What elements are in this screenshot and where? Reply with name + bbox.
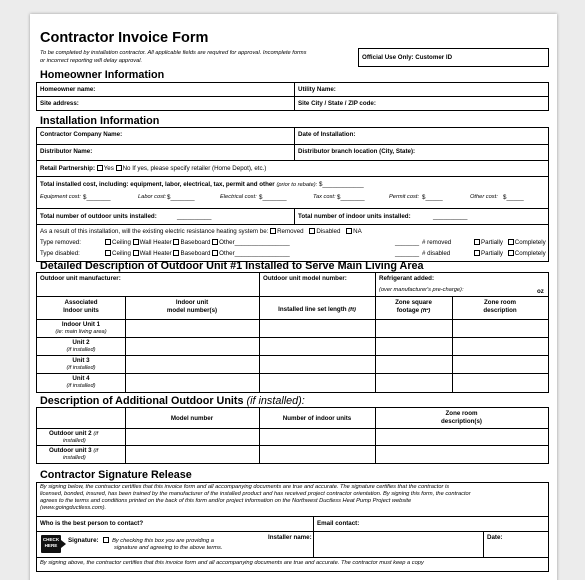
intro-line-1: To be completed by installation contractor. All applicable fields are required for approval. Incomplete forms — [40, 50, 307, 56]
official-use-box[interactable] — [358, 48, 549, 67]
row-label: Unit 4 — [72, 375, 90, 382]
prior-rebate-note: (prior to rebate): — [276, 182, 318, 188]
other-cost-input[interactable]: $_____ — [503, 194, 524, 201]
option-label: Baseboard — [180, 250, 211, 257]
release-text-2: licensed, bonded, insured, has been trained by the manufacturer of the installed product and has received project contractor orientation. By signing this form, the contractor — [40, 491, 471, 497]
total-indoor-input[interactable]: __________ — [433, 213, 468, 220]
installation-table — [36, 127, 549, 262]
header-line: description — [483, 306, 517, 314]
disabled-baseboard-checkbox[interactable] — [173, 250, 179, 256]
col-indoor-model-header — [125, 299, 259, 314]
permit-cost-input[interactable]: $_____ — [422, 194, 443, 201]
col-zone-square-header — [375, 299, 452, 315]
disabled-ceiling-checkbox[interactable] — [105, 250, 111, 256]
site-city-field[interactable]: Site City / State / ZIP code: — [298, 100, 376, 107]
row-label: Unit 3 — [72, 357, 90, 364]
labor-cost-input[interactable]: $_______ — [167, 194, 195, 201]
homeowner-table — [36, 82, 549, 111]
retail-yes-label: Yes — [103, 165, 114, 172]
row-note: (if installed) — [66, 382, 96, 389]
removed-checkbox[interactable] — [270, 228, 276, 234]
outdoor-unit-1-table — [36, 272, 549, 393]
option-label: Wall Heater — [139, 239, 172, 246]
col-associated-header — [37, 299, 125, 314]
option-label: Ceiling — [112, 250, 131, 257]
na-label: NA — [353, 228, 362, 235]
total-indoor-label: Total number of indoor units installed: — [298, 213, 411, 220]
disabled-other-input[interactable]: ________________ — [234, 250, 290, 257]
disabled-wall-heater-checkbox[interactable] — [133, 250, 139, 256]
check-here-icon[interactable] — [41, 535, 61, 553]
equipment-cost-input[interactable]: $_______ — [83, 194, 111, 201]
distributor-name-field[interactable]: Distributor Name: — [40, 148, 93, 155]
outdoor-model-field[interactable]: Outdoor unit model number: — [263, 275, 347, 282]
other-cost-label: Other cost: — [470, 194, 498, 200]
row-label: Outdoor unit 2 — [49, 430, 92, 437]
col-line-set-header — [259, 306, 375, 314]
total-outdoor-input[interactable]: __________ — [177, 213, 212, 220]
bottom-note: By signing above, the contractor certifies that this invoice form and all accompanying documents are true and accurate. The contractor must keep a copy — [40, 560, 424, 566]
disabled-completely-checkbox[interactable] — [508, 250, 514, 256]
option-label: Other — [219, 239, 235, 246]
retail-no-label: No — [122, 165, 131, 172]
header-line: footage — [396, 306, 420, 314]
disabled-extent — [474, 250, 546, 258]
removed-wall-heater-checkbox[interactable] — [133, 239, 139, 245]
row-note: installed) — [63, 438, 86, 444]
row-note: (if installed) — [66, 346, 96, 353]
signature-date-field[interactable]: Date: — [487, 534, 503, 541]
signature-table — [36, 482, 549, 572]
removed-other-checkbox[interactable] — [212, 239, 218, 245]
header-line: Associated — [64, 299, 98, 306]
form-title: Contractor Invoice Form — [40, 30, 209, 46]
retail-note: If yes, please specify retailer (Home Depot), etc.) — [132, 165, 267, 172]
installation-heading: Installation Information — [40, 115, 160, 127]
signature-heading: Contractor Signature Release — [40, 469, 192, 481]
header-line: Zone room — [445, 410, 478, 417]
header-line: Installed line set length — [278, 306, 347, 313]
table-row — [49, 447, 98, 462]
total-cost-label: Total installed cost, including: equipment, labor, electrical, tax, permit and other — [40, 181, 275, 188]
table-row — [49, 430, 98, 445]
homeowner-heading: Homeowner Information — [40, 69, 165, 81]
removed-extent — [474, 239, 546, 247]
disabled-other-checkbox[interactable] — [212, 250, 218, 256]
oz-label: oz — [537, 288, 544, 295]
retail-label: Retail Partnership: — [40, 165, 96, 172]
total-cost-input[interactable]: $____________ — [318, 181, 364, 188]
electrical-cost-label: Electrical cost: — [220, 194, 257, 200]
type-disabled-options — [105, 250, 290, 258]
permit-cost-label: Permit cost: — [389, 194, 420, 200]
row-label: Outdoor unit 3 — [49, 447, 92, 454]
option-label: Completely — [514, 239, 546, 246]
outdoor-manufacturer-field[interactable]: Outdoor unit manufacturer: — [40, 275, 121, 282]
disabled-checkbox[interactable] — [309, 228, 315, 234]
additional-units-table — [36, 407, 549, 464]
table-row — [37, 375, 125, 390]
option-label: Ceiling — [112, 239, 131, 246]
release-text-1: By signing below, the contractor certifies that this invoice form and all accompanying documents are true and accurate. The signature certifies that the contractor is — [40, 484, 450, 490]
total-cost-row — [40, 181, 364, 189]
num-disabled-label: # disabled — [422, 250, 451, 257]
option-label: Baseboard — [180, 239, 211, 246]
outdoor-unit-1-heading: Detailed Description of Outdoor Unit #1 Installed to Serve Main Living Area — [40, 260, 424, 272]
check-here-text: HERE — [44, 542, 58, 548]
row-note: installed) — [63, 455, 86, 461]
total-outdoor-label: Total number of outdoor units installed: — [40, 213, 157, 220]
row-label: Unit 2 — [72, 339, 90, 346]
header-line: Zone room — [484, 299, 516, 306]
labor-cost-label: Labor cost: — [138, 194, 167, 200]
signature-note: By checking this box you are providing a — [112, 538, 214, 544]
header-line: model number(s) — [166, 306, 218, 314]
table-row — [37, 321, 125, 336]
option-label: Partially — [481, 239, 504, 246]
removed-baseboard-checkbox[interactable] — [173, 239, 179, 245]
col-indoor-count-header: Number of indoor units — [282, 415, 352, 422]
header-line: Indoor units — [63, 306, 99, 314]
row-note: (if installed) — [66, 364, 96, 371]
heading-text: Description of Additional Outdoor Units — [40, 395, 244, 407]
official-use-label: Official Use Only: Customer ID — [362, 54, 453, 61]
invoice-form-page — [30, 14, 557, 580]
col-model-header: Model number — [170, 415, 214, 422]
option-label: Wall Heater — [139, 250, 172, 257]
electrical-cost-input[interactable]: $_______ — [259, 194, 287, 201]
header-unit: (ft) — [348, 307, 356, 313]
header-line: Zone square — [395, 299, 432, 306]
additional-units-heading — [40, 395, 305, 407]
tax-cost-input[interactable]: $_______ — [337, 194, 365, 201]
type-disabled-label: Type disabled: — [40, 250, 80, 257]
refrigerant-field[interactable]: Refrigerant added: — [379, 275, 435, 282]
row-label: Indoor Unit 1 — [61, 321, 101, 328]
homeowner-name-field[interactable]: Homeowner name: — [40, 86, 96, 93]
retail-no-checkbox[interactable] — [116, 165, 122, 171]
site-address-field[interactable]: Site address: — [40, 100, 79, 107]
removed-other-input[interactable]: ________________ — [234, 239, 290, 246]
col-zone-header — [375, 410, 548, 425]
num-removed-label: # removed — [422, 239, 452, 246]
release-text-4: (www.goingductless.com). — [40, 505, 107, 511]
type-removed-options — [105, 239, 290, 247]
header-unit: (ft²) — [420, 307, 431, 314]
removed-label: Removed — [277, 228, 304, 235]
installer-name-field[interactable]: Installer name: — [268, 534, 312, 541]
signature-label: Signature: — [68, 537, 99, 544]
row-note: (if — [93, 448, 99, 454]
utility-name-field[interactable]: Utility Name: — [298, 86, 336, 93]
equipment-cost-label: Equipment cost: — [40, 194, 81, 200]
signature-checkbox-row — [68, 537, 214, 545]
disabled-label: Disabled — [316, 228, 341, 235]
type-removed-label: Type removed: — [40, 239, 81, 246]
signature-note-2: signature and agreeing to the above terms. — [114, 545, 223, 551]
removed-ceiling-checkbox[interactable] — [105, 239, 111, 245]
tax-cost-label: Tax cost: — [313, 194, 336, 200]
table-row — [37, 339, 125, 354]
num-removed-input[interactable]: _______ — [395, 239, 420, 246]
retail-partnership-row — [40, 165, 266, 173]
heading-note: (if installed): — [246, 395, 305, 407]
option-label: Other — [219, 250, 235, 257]
option-label: Completely — [514, 250, 546, 257]
removed-completely-checkbox[interactable] — [508, 239, 514, 245]
company-name-field[interactable]: Contractor Company Name: — [40, 131, 123, 138]
installation-date-field[interactable]: Date of Installation: — [298, 131, 356, 138]
intro-line-2: or incorrect reporting will delay approval. — [40, 58, 143, 64]
email-contact-field[interactable]: Email contact: — [317, 520, 360, 527]
removed-partially-checkbox[interactable] — [474, 239, 480, 245]
retail-yes-checkbox[interactable] — [97, 165, 103, 171]
disabled-partially-checkbox[interactable] — [474, 250, 480, 256]
header-line: Indoor unit — [175, 299, 209, 306]
release-text-3: agrees to the terms and conditions printed on the back of this form and/or project information on the Northwest Ductless Heat Pump Project website — [40, 498, 412, 504]
over-manufacturer-note: (over manufacturer's pre-charge): — [379, 287, 464, 293]
header-line: description(s) — [441, 417, 482, 425]
col-zone-room-header — [452, 299, 548, 314]
option-label: Partially — [481, 250, 504, 257]
best-contact-field[interactable]: Who is the best person to contact? — [40, 520, 144, 527]
row-note: (if — [93, 431, 99, 437]
num-disabled-input[interactable]: _______ — [395, 250, 420, 257]
resistance-row — [40, 228, 362, 236]
check-here-text: CHECK — [42, 537, 60, 542]
row-note: (ie: main living area) — [55, 328, 107, 335]
resistance-label: As a result of this installation, will the existing electric resistance heating system be: — [40, 228, 269, 235]
table-row — [37, 357, 125, 372]
na-checkbox[interactable] — [346, 228, 352, 234]
distributor-branch-field[interactable]: Distributor branch location (City, State): — [298, 148, 416, 155]
signature-checkbox[interactable] — [103, 537, 109, 543]
